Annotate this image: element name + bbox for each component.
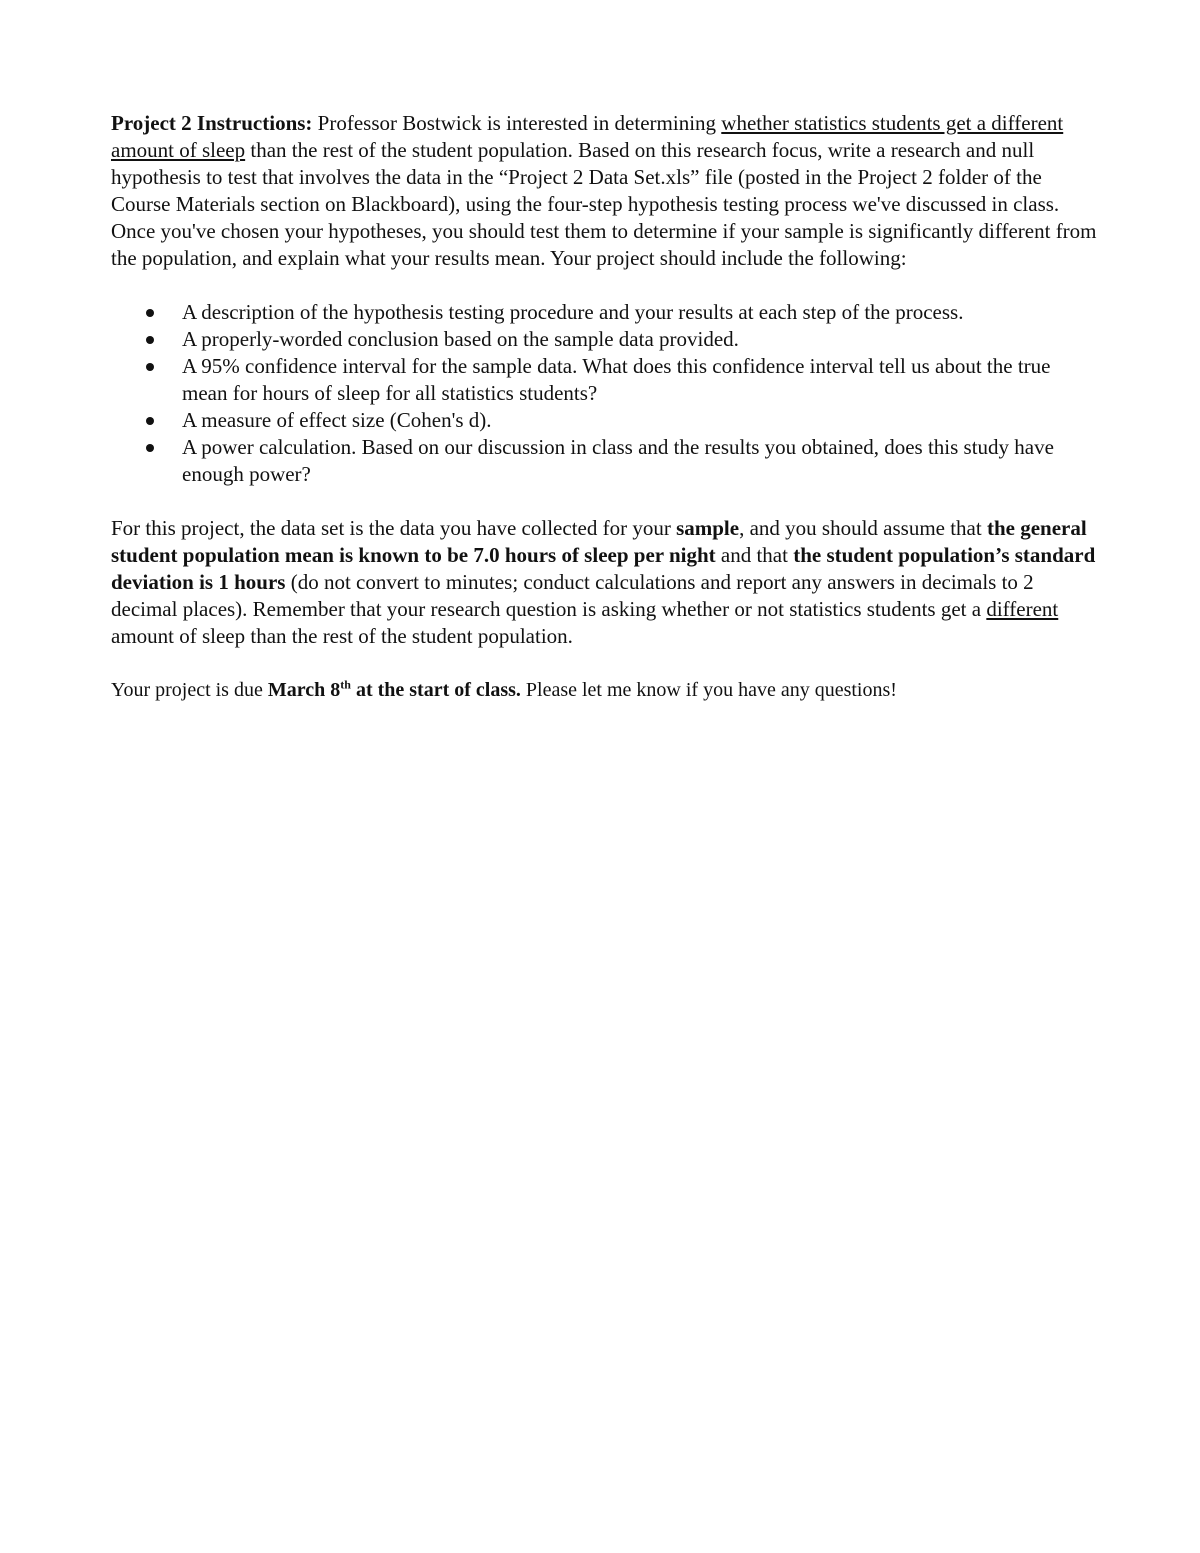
population-mean-bold: the general student population mean is known to be 7.0 hours of sleep per night <box>111 516 1087 567</box>
bullet-icon <box>146 417 154 425</box>
bullet-icon <box>146 363 154 371</box>
instructions-heading: Project 2 Instructions: <box>111 111 313 135</box>
different-underlined: different <box>986 597 1059 621</box>
due-date-superscript: th <box>340 677 351 692</box>
document-body <box>111 110 1101 704</box>
assumptions-text-3: and that <box>715 543 794 567</box>
bullet-icon <box>146 336 154 344</box>
list-item <box>111 326 1101 353</box>
intro-paragraph <box>111 110 1101 272</box>
assumptions-text-4: (do not convert to minutes; conduct calculations and report any answers in decimals to 2 decimal places). Remember that your research question is asking whether or not statistics students get a <box>111 570 1034 621</box>
research-focus-underlined: whether statistics students get a different amount of sleep <box>111 111 1064 162</box>
list-item-text: A measure of effect size (Cohen's d). <box>182 408 492 432</box>
list-item <box>111 353 1101 407</box>
population-sd-bold: the student population’s standard deviation is 1 hours <box>111 543 1096 594</box>
due-text-1: Your project is due <box>111 679 268 701</box>
assumptions-text-1: For this project, the data set is the data you have collected for your <box>111 516 677 540</box>
list-item <box>111 434 1101 488</box>
list-item-text: A description of the hypothesis testing procedure and your results at each step of the process. <box>182 300 964 324</box>
list-item <box>111 299 1101 326</box>
list-item-text: A power calculation. Based on our discussion in class and the results you obtained, does this study have enough power? <box>182 435 1054 486</box>
bullet-icon <box>146 444 154 452</box>
due-date-bold: March 8 <box>267 679 341 701</box>
due-time-bold: at the start of class. <box>350 679 521 701</box>
requirements-list <box>111 299 1101 488</box>
list-item-text: A 95% confidence interval for the sample data. What does this confidence interval tell us about the true mean for hours of sleep for all statistics students? <box>182 354 1051 405</box>
list-item-text: A properly-worded conclusion based on the sample data provided. <box>182 327 739 351</box>
assumptions-paragraph <box>111 515 1101 650</box>
intro-text-1: Professor Bostwick is interested in determining <box>312 111 722 135</box>
assumptions-text-5: amount of sleep than the rest of the student population. <box>111 624 573 648</box>
assumptions-text-2: , and you should assume that <box>739 516 987 540</box>
due-date-paragraph <box>111 677 1101 704</box>
intro-text-2: than the rest of the student population. Based on this research focus, write a research and null hypothesis to test that involves the data in the “Project 2 Data Set.xls” file (posted in the Project 2 folder of the Course Materials section on Blackboard), using the four-step hypothesis testing process we've discussed in class. Once you've chosen your hypotheses, you should test them to determine if your sample is significantly different from the population, and explain what your results mean. Your project should include the following: <box>111 138 1097 270</box>
due-text-2: Please let me know if you have any questions! <box>520 679 897 701</box>
sample-bold: sample <box>676 516 740 540</box>
list-item <box>111 407 1101 434</box>
bullet-icon <box>146 309 154 317</box>
